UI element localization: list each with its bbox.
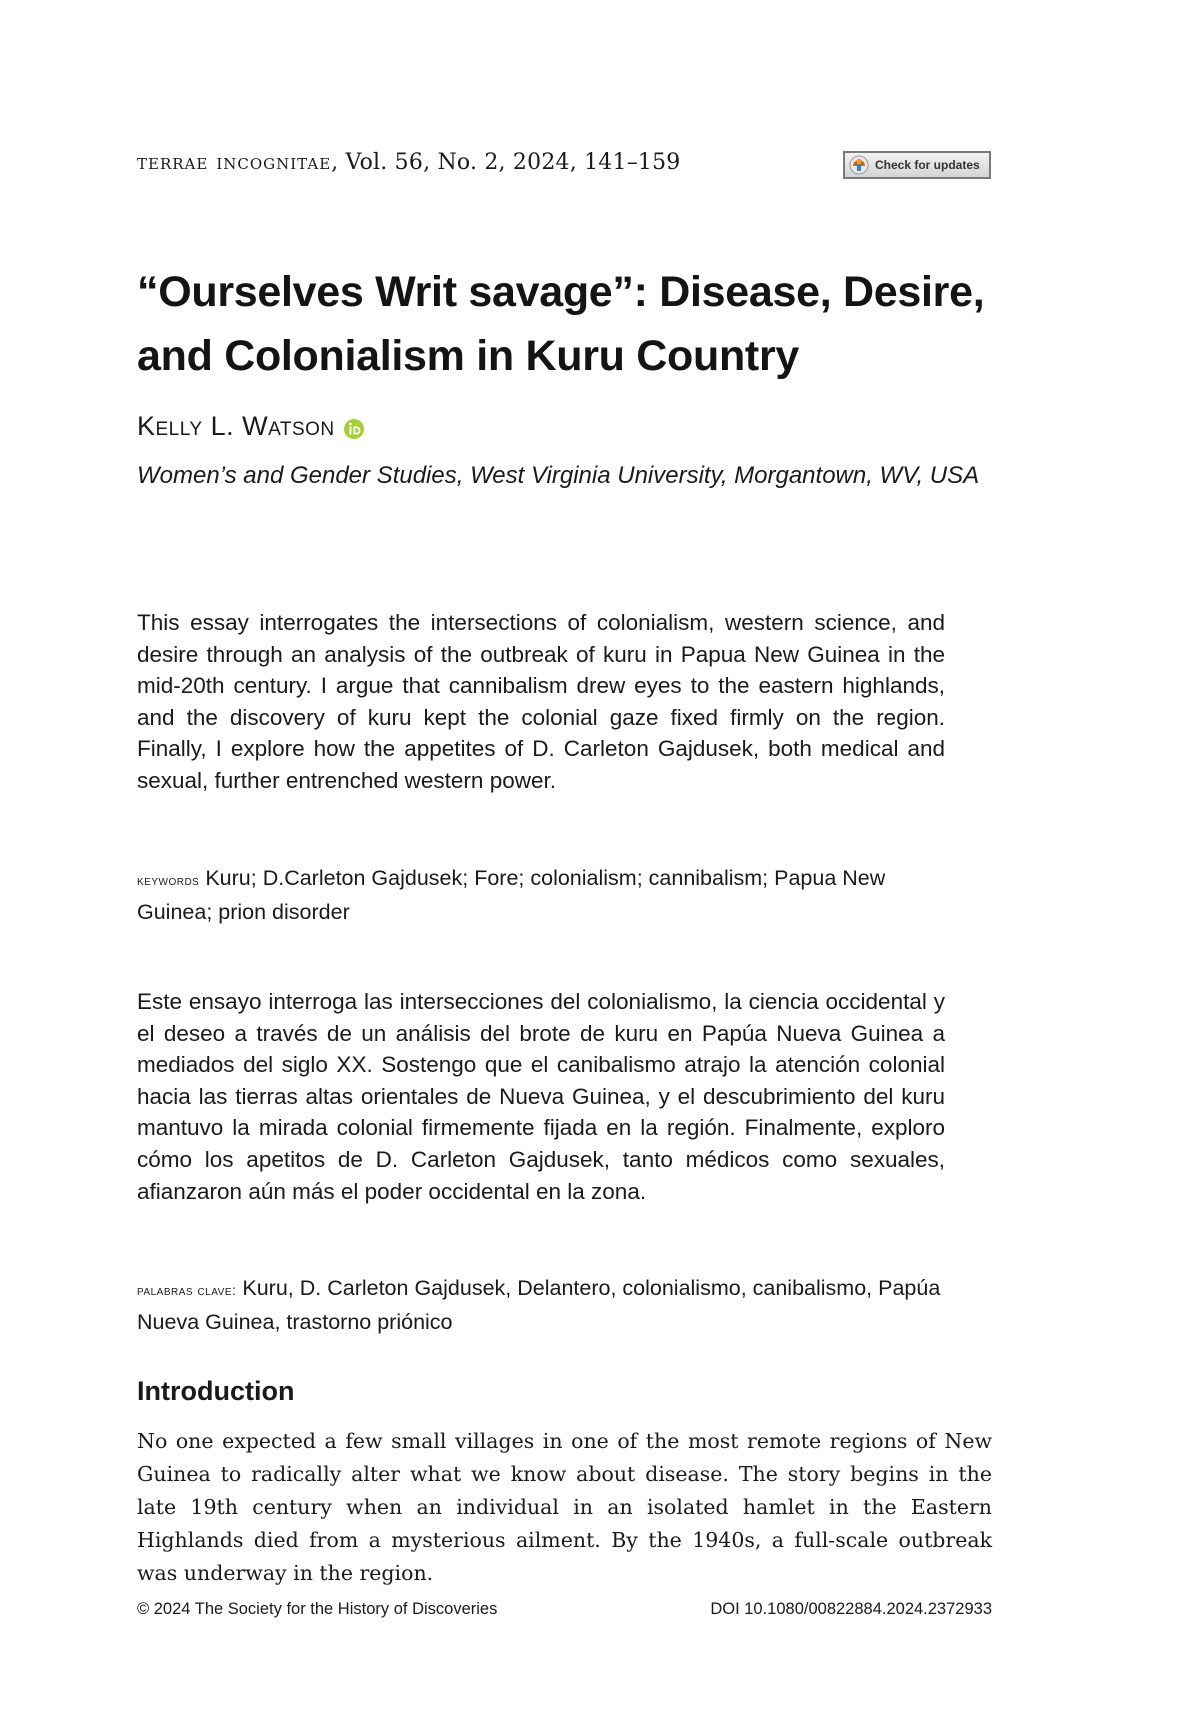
footer-copyright: © 2024 The Society for the History of Discoveries xyxy=(137,1600,498,1618)
author-line xyxy=(137,411,365,442)
orcid-icon[interactable] xyxy=(343,416,365,438)
running-head xyxy=(137,150,681,175)
journal-name: terrae incognitae xyxy=(137,150,332,175)
article-title: “Ourselves Writ savage”: Disease, Desire, and Colonialism in Kuru Country xyxy=(137,268,985,380)
keywords-english xyxy=(137,862,945,928)
author-name: Kelly L. Watson xyxy=(137,411,335,441)
palabras-clave-label: palabras clave: xyxy=(137,1282,237,1298)
keywords-label: keywords xyxy=(137,872,200,888)
palabras-clave-list: Kuru, D. Carleton Gajdusek, Delantero, colonialismo, canibalismo, Papúa Nueva Guinea, trastorno priónico xyxy=(137,1276,941,1334)
check-for-updates-button[interactable] xyxy=(843,151,991,179)
keywords-list: Kuru; D.Carleton Gajdusek; Fore; colonialism; cannibalism; Papua New Guinea; prion disorder xyxy=(137,866,886,924)
citation: , Vol. 56, No. 2, 2024, 141–159 xyxy=(331,150,681,175)
crossmark-icon xyxy=(849,155,869,175)
keywords-spanish xyxy=(137,1272,945,1338)
abstract-spanish: Este ensayo interroga las intersecciones del colonialismo, la ciencia occidental y el deseo a través de un análisis del brote de kuru en Papúa Nueva Guinea a mediados del siglo XX. Sostengo que el canibalismo atrajo la atención colonial hacia las tierras altas orientales de Nueva Guinea, y el descubrimiento del kuru mantuvo la mirada colonial firmemente fijada en la región. Finalmente, exploro cómo los apetitos de D. Carleton Gajdusek, tanto médicos como sexuales, afianzaron aún más el poder occidental en la zona. xyxy=(137,989,945,1204)
footer-doi[interactable]: DOI 10.1080/00822884.2024.2372933 xyxy=(710,1600,992,1618)
introduction-paragraph: No one expected a few small villages in one of the most remote regions of New Guinea to radically alter what we know about disease. The story begins in the late 19th century when an individual in an isolated hamlet in the Eastern Highlands died from a mysterious ailment. By the 1940s, a full-scale outbreak was underway in the region. xyxy=(137,1429,992,1585)
check-for-updates-label: Check for updates xyxy=(875,158,980,172)
author-affiliation: Women’s and Gender Studies, West Virginia University, Morgantown, WV, USA xyxy=(137,462,980,489)
abstract-english: This essay interrogates the intersections of colonialism, western science, and desire through an analysis of the outbreak of kuru in Papua New Guinea in the mid-20th century. I argue that cannibalism drew eyes to the eastern highlands, and the discovery of kuru kept the colonial gaze fixed firmly on the region. Finally, I explore how the appetites of D. Carleton Gajdusek, both medical and sexual, further entrenched western power. xyxy=(137,610,945,793)
section-heading-introduction: Introduction xyxy=(137,1376,295,1406)
